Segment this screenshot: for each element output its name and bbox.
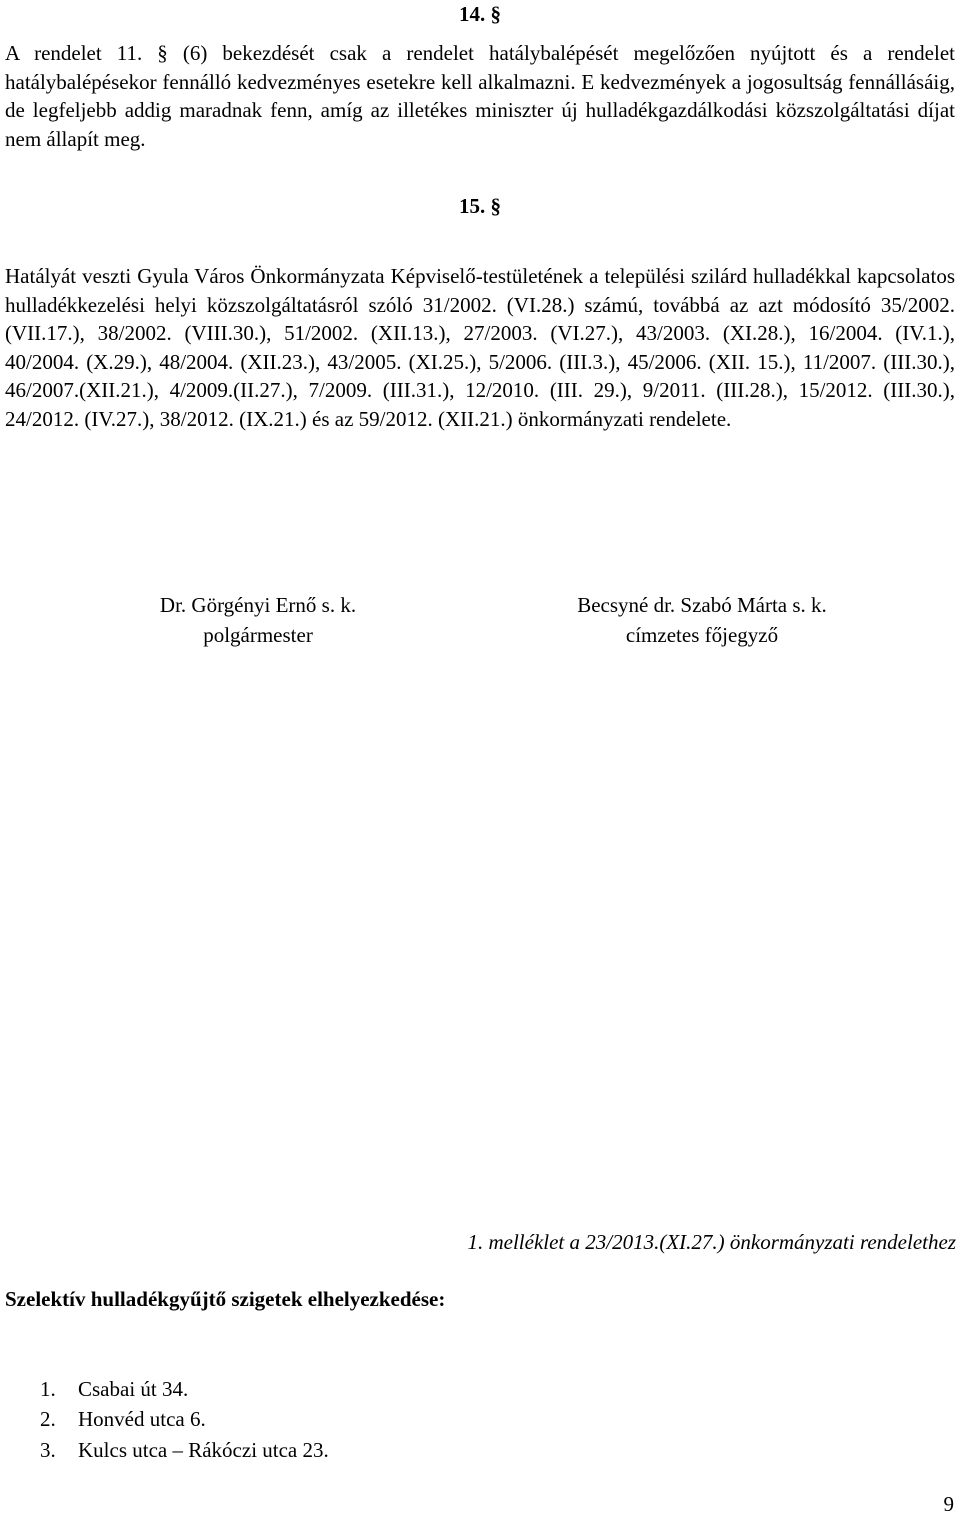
section-15-text: Hatályát veszti Gyula Város Önkormányzata Képviselő-testületének a települési szilárd hulladékkal kapcsolatos hulladékkezelési helyi közszolgáltatásról szóló 31/2002. (VI.28.) számú, továbbá az azt módosító 35/2002.(VII.17.), 38/2002. (VIII.30.), 51/2002. (XII.13.), 27/2003. (VI.27.), 43/2003. (XI.28.), 16/2004. (IV.1.), 40/2004. (X.29.), 48/2004. (XII.23.), 43/2005. (XI.25.), 5/2006. (III.3.), 45/2006. (XII. 15.), 11/2007. (III.30.), 46/2007.(XII.21.), 4/2009.(II.27.), 7/2009. (III.31.), 12/2010. (III. 29.), 9/2011. (III.28.), 15/2012. (III.30.), 24/2012. (IV.27.), 38/2012. (IX.21.) és az 59/2012. (XII.21.) önkormányzati rendelete. (5, 264, 955, 431)
signature-left-name: Dr. Görgényi Ernő s. k. (159, 593, 357, 617)
signature-left (68, 590, 448, 650)
list-item-text: Honvéd utca 6. (78, 1407, 206, 1432)
list-item (40, 1374, 329, 1404)
signature-right-name: Becsyné dr. Szabó Márta s. k. (577, 593, 827, 617)
location-list (40, 1374, 329, 1465)
list-item (40, 1404, 329, 1434)
list-item-text: Csabai út 34. (78, 1377, 189, 1401)
list-item-number: 1. (40, 1377, 56, 1401)
signature-left-title: polgármester (203, 623, 313, 647)
list-item (40, 1435, 329, 1465)
signature-right (512, 590, 892, 650)
section-15-heading: 15. § (459, 194, 501, 218)
list-item-text: Kulcs utca – Rákóczi utca 23. (78, 1437, 329, 1462)
list-item-number: 3. (40, 1437, 56, 1462)
annex-title: Szelektív hulladékgyűjtő szigetek elhelyezkedése: (5, 1287, 446, 1311)
annex-reference: 1. melléklet a 23/2013.(XI.27.) önkormányzati rendelethez (467, 1230, 956, 1254)
signature-right-title: címzetes főjegyző (625, 623, 779, 647)
list-item-number: 2. (40, 1407, 56, 1432)
section-14-heading: 14. § (459, 2, 501, 26)
section-14-text: A rendelet 11. § (6) bekezdését csak a rendelet hatálybalépését megelőzően nyújtott és a rendelet hatálybalépésekor fennálló kedvezményes esetekre kell alkalmazni. E kedvezmények a jogosultság fennállásáig, de legfeljebb addig maradnak fenn, amíg az illetékes miniszter új hulladékgazdálkodási közszolgáltatási díjat nem állapít meg. (5, 41, 955, 151)
page-number: 9 (943, 1492, 954, 1516)
